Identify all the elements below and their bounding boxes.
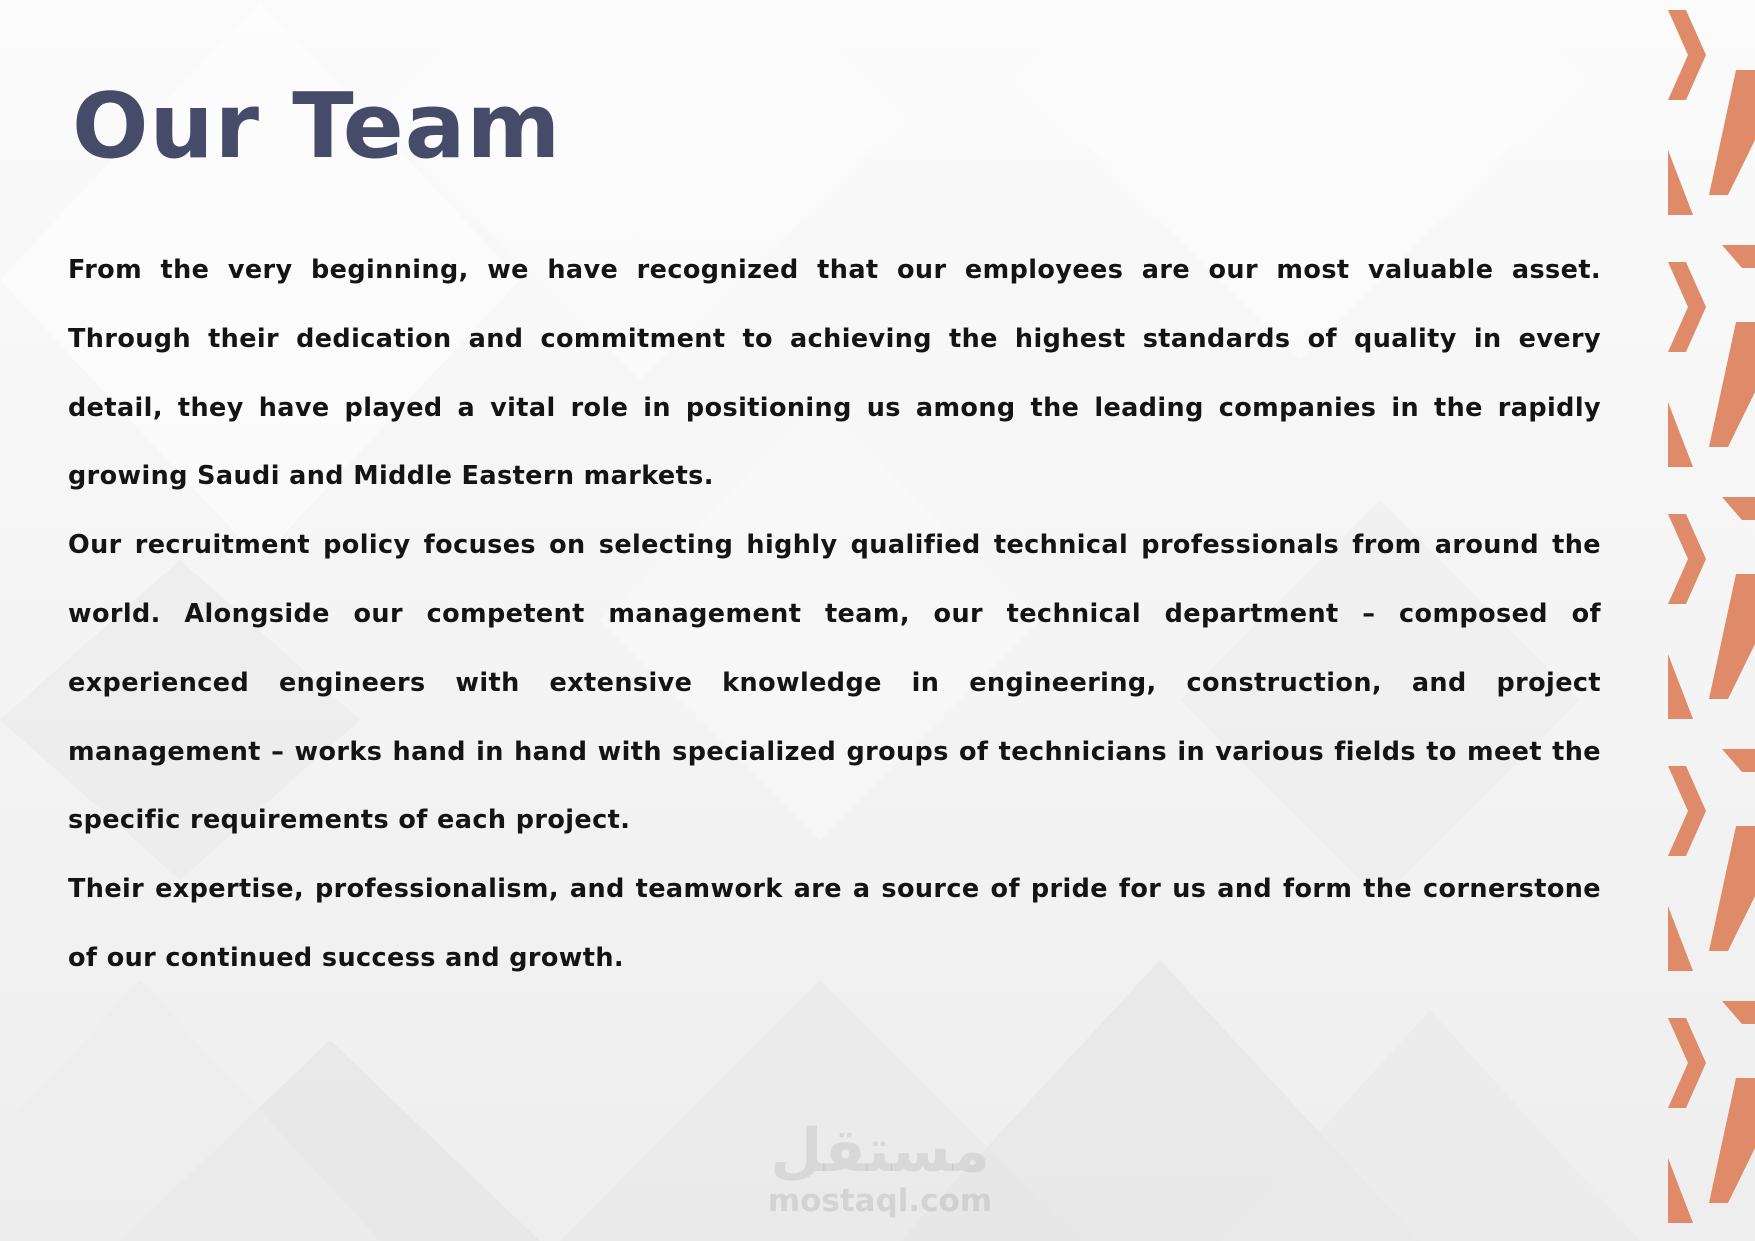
chevron-shape-7 — [1722, 497, 1755, 520]
chevron-shape-4 — [1668, 262, 1706, 352]
chevron-shape-15 — [1722, 1001, 1755, 1024]
chevron-shape-2 — [1668, 150, 1693, 215]
side-chevron-pattern — [1660, 0, 1755, 1241]
chevron-shape-10 — [1668, 654, 1693, 719]
chevron-shape-17 — [1709, 1078, 1755, 1203]
chevron-shape-16 — [1668, 1018, 1706, 1108]
chevron-shape-1 — [1709, 70, 1755, 195]
watermark-url: mostaql.com — [767, 1183, 993, 1219]
chevron-shape-6 — [1668, 402, 1693, 467]
watermark — [760, 1118, 1000, 1218]
chevron-shape-3 — [1722, 245, 1755, 268]
body-text — [68, 236, 1601, 993]
paragraph-intro: From the very beginning, we have recognized that our employees are our most valuable asset. Through their dedication and commitment to achieving the highest standards of quality in every detail, they have played a vital role in positioning us among the leading companies in the rapidly growing Saudi and Middle Eastern markets. — [68, 255, 1601, 492]
chevron-shape-13 — [1709, 826, 1755, 951]
chevron-shape-8 — [1668, 514, 1706, 604]
chevron-shape-9 — [1709, 574, 1755, 699]
paragraph-pride: Their expertise, professionalism, and teamwork are a source of pride for us and form the cornerstone of our continued success and growth. — [68, 874, 1601, 973]
chevron-shape-18 — [1668, 1158, 1693, 1223]
chevron-shape-0 — [1668, 10, 1706, 100]
chevron-shape-14 — [1668, 906, 1693, 971]
page-title: Our Team — [72, 74, 562, 179]
watermark-logo: مستقل — [770, 1116, 990, 1186]
paragraph-recruitment: Our recruitment policy focuses on selecting highly qualified technical professionals from around the world. Alongside our competent management team, our technical department – composed of experienced engineers with extensive knowledge in engineering, construction, and project management – works hand in hand with specialized groups of technicians in various fields to meet the specific requirements of each project. — [68, 530, 1601, 836]
chevron-shape-5 — [1709, 322, 1755, 447]
chevron-shape-11 — [1722, 749, 1755, 772]
chevron-shape-12 — [1668, 766, 1706, 856]
